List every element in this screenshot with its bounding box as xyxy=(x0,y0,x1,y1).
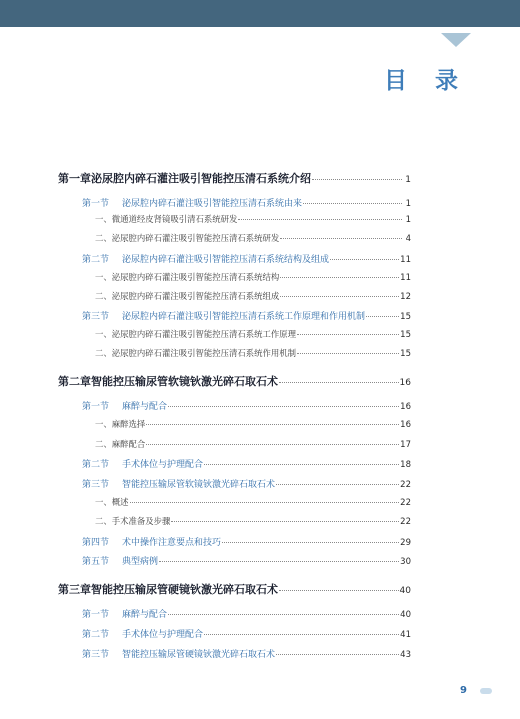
toc-entry-page: 1 xyxy=(405,215,411,225)
toc-entry-page: 15 xyxy=(400,312,411,322)
toc-entry-page: 1 xyxy=(405,199,411,209)
toc-entry-page: 17 xyxy=(400,440,411,450)
toc-entry-page: 16 xyxy=(400,420,411,430)
toc-entry-title: 智能控压输尿管软镜钬激光碎石取石术 xyxy=(122,480,276,490)
toc-entry-page: 16 xyxy=(400,402,411,412)
toc-entry[interactable] xyxy=(82,196,411,211)
toc-entry[interactable] xyxy=(82,309,411,324)
toc-entry[interactable] xyxy=(82,477,411,492)
toc-entry[interactable] xyxy=(82,252,411,267)
toc-entry[interactable] xyxy=(95,496,411,511)
toc-entry-title: 手术体位与护理配合 xyxy=(122,630,204,640)
toc-dot-leader xyxy=(280,276,399,278)
toc-entry-title: 一、泌尿腔内碎石灌注吸引智能控压清石系统结构 xyxy=(95,272,280,282)
toc-entry[interactable] xyxy=(95,232,411,247)
toc-entry-title: 典型病例 xyxy=(122,557,159,567)
toc-dot-leader xyxy=(280,295,399,297)
toc-entry-title: 手术体位与护理配合 xyxy=(122,460,204,470)
toc-entry-title: 一、泌尿腔内碎石灌注吸引智能控压清石系统工作原理 xyxy=(95,329,296,339)
toc-entry[interactable] xyxy=(58,373,411,388)
toc-entry-title: 一、概述 xyxy=(95,497,129,507)
toc-entry-title: 一、微通道经皮肾镜吸引清石系统研发 xyxy=(95,214,238,224)
toc-dot-leader xyxy=(366,315,399,317)
toc-entry-page: 15 xyxy=(400,330,411,340)
toc-entry[interactable] xyxy=(95,515,411,530)
toc-dot-leader xyxy=(130,501,400,503)
toc-entry-title: 术中操作注意要点和技巧 xyxy=(122,538,222,548)
toc-entry[interactable] xyxy=(82,554,411,569)
toc-entry-page: 18 xyxy=(400,460,411,470)
toc-dot-leader xyxy=(297,352,399,354)
toc-entry-number: 第二章 xyxy=(58,375,91,388)
page-title: 目 录 xyxy=(383,68,468,94)
toc-entry-title: 智能控压输尿管软镜钬激光碎石取石术 xyxy=(91,375,278,388)
toc-entry-number: 第三节 xyxy=(82,312,110,322)
toc-entry-number: 第一节 xyxy=(82,402,110,412)
toc-entry-title: 二、麻醉配合 xyxy=(95,439,146,449)
toc-entry-title: 泌尿腔内碎石灌注吸引智能控压清石系统工作原理和作用机制 xyxy=(122,312,366,322)
toc-entry-page: 1 xyxy=(405,175,411,185)
toc-entry[interactable] xyxy=(82,457,411,472)
toc-entry[interactable] xyxy=(95,213,411,228)
toc-entry[interactable] xyxy=(58,581,411,596)
toc-entry-page: 4 xyxy=(405,234,411,244)
toc-entry-title: 二、泌尿腔内碎石灌注吸引智能控压清石系统组成 xyxy=(95,291,280,301)
toc-entry-number: 第二节 xyxy=(82,255,110,265)
toc-entry-number: 第五节 xyxy=(82,557,110,567)
toc-entry-number: 第二节 xyxy=(82,630,110,640)
toc-entry-page: 43 xyxy=(400,650,411,660)
toc-entry-page: 22 xyxy=(400,480,411,490)
toc-entry[interactable] xyxy=(95,418,411,433)
toc-entry[interactable] xyxy=(95,328,411,343)
toc-entry-page: 15 xyxy=(400,349,411,359)
toc-entry-title: 二、泌尿腔内碎石灌注吸引智能控压清石系统作用机制 xyxy=(95,348,296,358)
toc-entry-number: 第三章 xyxy=(58,583,91,596)
page-number-mark xyxy=(480,688,492,694)
toc-entry-number: 第一章 xyxy=(58,172,91,185)
toc-dot-leader xyxy=(204,463,399,465)
toc-dot-leader xyxy=(330,258,399,260)
toc-entry-title: 麻醉与配合 xyxy=(122,610,168,620)
toc-entry-page: 40 xyxy=(399,586,411,596)
toc-entry[interactable] xyxy=(82,647,411,662)
toc-entry[interactable] xyxy=(82,627,411,642)
toc-entry-number: 第三节 xyxy=(82,650,110,660)
toc-entry-title: 泌尿腔内碎石灌注吸引智能控压清石系统介绍 xyxy=(91,172,311,185)
toc-entry-number: 第三节 xyxy=(82,480,110,490)
toc-entry-page: 11 xyxy=(400,255,411,265)
toc-dot-leader xyxy=(168,405,399,407)
header-tab-triangle xyxy=(441,33,471,47)
toc-dot-leader xyxy=(312,178,402,180)
toc-entry[interactable] xyxy=(82,399,411,414)
toc-dot-leader xyxy=(276,653,399,655)
toc-entry-page: 40 xyxy=(400,610,411,620)
toc-entry-number: 第一节 xyxy=(82,199,110,209)
toc-dot-leader xyxy=(146,443,399,445)
toc-entry-page: 11 xyxy=(400,273,411,283)
toc-entry-page: 29 xyxy=(400,538,411,548)
toc-entry[interactable] xyxy=(95,347,411,362)
toc-dot-leader xyxy=(171,520,399,522)
toc-dot-leader xyxy=(303,202,402,204)
toc-entry-page: 12 xyxy=(400,292,411,302)
toc-entry[interactable] xyxy=(95,271,411,286)
toc-entry-title: 二、泌尿腔内碎石灌注吸引智能控压清石系统研发 xyxy=(95,233,280,243)
toc-dot-leader xyxy=(279,589,399,591)
toc-dot-leader xyxy=(280,237,402,239)
toc-entry-page: 22 xyxy=(400,498,411,508)
toc-entry-title: 二、手术准备及步骤 xyxy=(95,516,171,526)
toc-entry-title: 泌尿腔内碎石灌注吸引智能控压清石系统结构及组成 xyxy=(122,255,330,265)
toc-entry[interactable] xyxy=(95,290,411,305)
toc-entry-title: 一、麻醉选择 xyxy=(95,419,146,429)
toc-dot-leader xyxy=(276,483,399,485)
toc-entry[interactable] xyxy=(82,607,411,622)
page-number: 9 xyxy=(460,685,467,696)
toc-entry-title: 智能控压输尿管硬镜钬激光碎石取石术 xyxy=(91,583,278,596)
toc-entry-page: 22 xyxy=(400,517,411,527)
toc-entry-title: 泌尿腔内碎石灌注吸引智能控压清石系统由来 xyxy=(122,199,303,209)
toc-entry[interactable] xyxy=(58,170,411,185)
toc-dot-leader xyxy=(297,333,399,335)
toc-entry-page: 16 xyxy=(399,378,411,388)
toc-dot-leader xyxy=(238,218,402,220)
toc-entry-number: 第二节 xyxy=(82,460,110,470)
toc-dot-leader xyxy=(222,541,399,543)
toc-entry-number: 第四节 xyxy=(82,538,110,548)
toc-dot-leader xyxy=(204,633,399,635)
toc-entry-title: 麻醉与配合 xyxy=(122,402,168,412)
toc-entry-number: 第一节 xyxy=(82,610,110,620)
header-band xyxy=(0,0,520,27)
toc-dot-leader xyxy=(146,423,399,425)
toc-entry-title: 智能控压输尿管硬镜钬激光碎石取石术 xyxy=(122,650,276,660)
toc-entry[interactable] xyxy=(82,535,411,550)
toc-dot-leader xyxy=(279,381,399,383)
toc-entry[interactable] xyxy=(95,438,411,453)
toc-entry-page: 30 xyxy=(400,557,411,567)
toc-dot-leader xyxy=(159,560,399,562)
toc-entry-page: 41 xyxy=(400,630,411,640)
toc-dot-leader xyxy=(168,613,399,615)
